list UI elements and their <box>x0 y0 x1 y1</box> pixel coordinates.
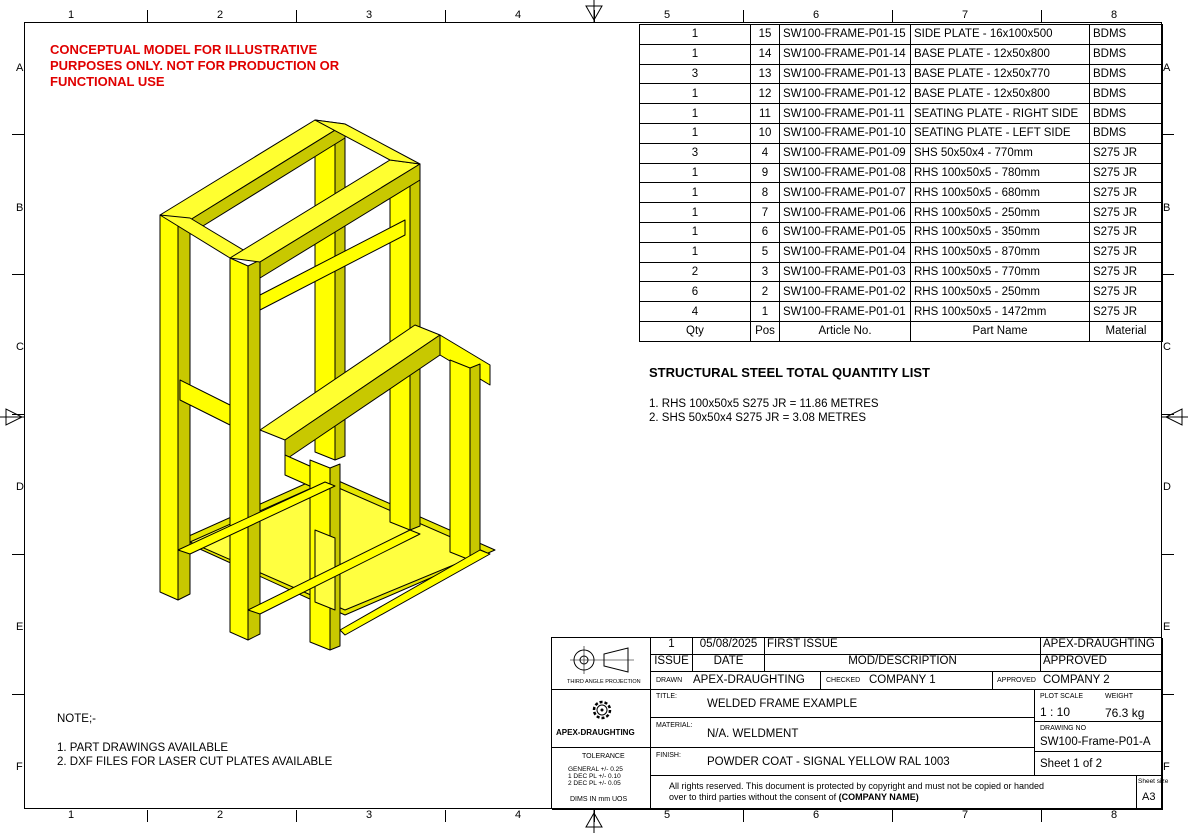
bom-cell-pos: 2 <box>751 282 780 302</box>
zone-col-label: 7 <box>962 809 969 821</box>
zone-col-label: 5 <box>664 9 671 21</box>
bom-cell-part: RHS 100x50x5 - 250mm <box>911 282 1090 302</box>
zone-row-label: E <box>16 621 24 633</box>
zone-tick <box>296 810 297 822</box>
quantity-item: 2. SHS 50x50x4 S275 JR = 3.08 METRES <box>649 412 867 424</box>
zone-tick <box>1162 134 1174 135</box>
title-label: TITLE: <box>656 693 678 700</box>
bom-row <box>640 262 1163 282</box>
bom-cell-pos: 6 <box>751 222 780 242</box>
note-item: 2. DXF FILES FOR LASER CUT PLATES AVAILABLE <box>57 756 333 768</box>
bom-cell-qty: 3 <box>640 143 751 163</box>
zone-row-label: F <box>16 761 23 773</box>
bom-cell-part: SEATING PLATE - RIGHT SIDE <box>911 104 1090 124</box>
finish-label: FINISH: <box>656 752 681 759</box>
bom-cell-qty: 1 <box>640 104 751 124</box>
issue-desc: FIRST ISSUE <box>765 638 1041 655</box>
zone-row-label: C <box>1163 341 1171 353</box>
zone-tick <box>1162 554 1174 555</box>
zone-col-label: 2 <box>217 9 224 21</box>
zone-tick <box>12 274 24 275</box>
zone-row-label: D <box>16 481 24 493</box>
bom-cell-material: S275 JR <box>1090 222 1163 242</box>
bom-cell-part: RHS 100x50x5 - 250mm <box>911 203 1090 223</box>
bom-cell-article: SW100-FRAME-P01-03 <box>780 262 911 282</box>
warning-text: CONCEPTUAL MODEL FOR ILLUSTRATIVE PURPOSES ONLY. NOT FOR PRODUCTION OR FUNCTIONAL USE <box>50 42 340 89</box>
sheet-size-label: Sheet size <box>1138 778 1169 785</box>
bom-row <box>640 143 1163 163</box>
scale-weight-cell <box>1035 690 1163 722</box>
gear-logo-icon <box>590 698 614 722</box>
bom-header-cell: Pos <box>751 321 780 341</box>
drawn-cell <box>651 672 821 690</box>
bom-cell-part: SHS 50x50x4 - 770mm <box>911 143 1090 163</box>
copyright-line-2: over to third parties without the consent of <box>669 792 837 802</box>
bom-cell-pos: 10 <box>751 123 780 143</box>
copyright-company: (COMPANY NAME) <box>838 792 919 802</box>
zone-row-label: B <box>16 202 24 214</box>
issue-date: 05/08/2025 <box>693 638 765 655</box>
bom-cell-part: RHS 100x50x5 - 770mm <box>911 262 1090 282</box>
bom-row <box>640 203 1163 223</box>
bom-cell-pos: 11 <box>751 104 780 124</box>
bom-row <box>640 64 1163 84</box>
zone-col-label: 4 <box>515 809 522 821</box>
bom-cell-qty: 1 <box>640 242 751 262</box>
zone-col-label: 8 <box>1111 9 1118 21</box>
bom-cell-qty: 1 <box>640 222 751 242</box>
bom-cell-part: RHS 100x50x5 - 350mm <box>911 222 1090 242</box>
material-cell <box>651 718 1035 748</box>
bom-row <box>640 123 1163 143</box>
bom-cell-article: SW100-FRAME-P01-15 <box>780 25 911 45</box>
bom-cell-article: SW100-FRAME-P01-11 <box>780 104 911 124</box>
bom-cell-part: RHS 100x50x5 - 780mm <box>911 163 1090 183</box>
zone-row-label: E <box>1163 621 1171 633</box>
bom-cell-material: S275 JR <box>1090 242 1163 262</box>
material-value: N/A. WELDMENT <box>707 728 799 740</box>
zone-tick <box>1162 274 1174 275</box>
bom-row <box>640 222 1163 242</box>
bom-cell-material: BDMS <box>1090 25 1163 45</box>
zone-tick <box>1041 10 1042 22</box>
left-center-arrow-icon <box>0 407 25 427</box>
bom-cell-material: S275 JR <box>1090 163 1163 183</box>
third-angle-projection-icon <box>570 646 634 674</box>
bom-cell-qty: 2 <box>640 262 751 282</box>
copyright-line-1: All rights reserved. This document is protected by copyright and must not be copied or handed <box>669 781 1045 791</box>
title-block <box>551 637 1169 809</box>
finish-cell <box>651 748 1035 776</box>
bom-row <box>640 242 1163 262</box>
zone-tick <box>12 694 24 695</box>
bom-header-cell: Material <box>1090 321 1163 341</box>
bom-cell-material: S275 JR <box>1090 282 1163 302</box>
bottom-center-arrow-icon <box>584 810 604 833</box>
checked-cell <box>821 672 993 690</box>
bom-cell-pos: 5 <box>751 242 780 262</box>
zone-col-label: 6 <box>813 809 820 821</box>
sheet-value: Sheet 1 of 2 <box>1040 758 1103 770</box>
bom-cell-article: SW100-FRAME-P01-07 <box>780 183 911 203</box>
bom-cell-qty: 1 <box>640 183 751 203</box>
sheet-size-value: A3 <box>1142 791 1156 803</box>
zone-tick <box>892 10 893 22</box>
zone-tick <box>743 810 744 822</box>
bom-cell-part: BASE PLATE - 12x50x800 <box>911 84 1090 104</box>
zone-tick <box>12 134 24 135</box>
bom-cell-pos: 7 <box>751 203 780 223</box>
bom-row <box>640 302 1163 322</box>
bom-cell-material: BDMS <box>1090 84 1163 104</box>
bom-cell-qty: 1 <box>640 84 751 104</box>
bom-cell-pos: 8 <box>751 183 780 203</box>
header-issue: ISSUE <box>651 655 693 672</box>
drawing-no-label: DRAWING NO <box>1040 725 1087 732</box>
tolerance-label: TOLERANCE <box>582 753 625 760</box>
notes-list <box>57 741 332 769</box>
isometric-frame-drawing <box>150 110 510 660</box>
bom-cell-article: SW100-FRAME-P01-13 <box>780 64 911 84</box>
copyright-cell <box>651 776 1137 810</box>
drawn-label: DRAWN <box>656 677 683 684</box>
issue-company: APEX-DRAUGHTING <box>1041 638 1163 655</box>
zone-row-label: D <box>1163 481 1171 493</box>
bom-header-cell: Part Name <box>911 321 1090 341</box>
drawing-no-value: SW100-Frame-P01-A <box>1040 736 1151 748</box>
zone-col-label: 2 <box>217 809 224 821</box>
zone-tick <box>147 10 148 22</box>
zone-col-label: 3 <box>366 9 373 21</box>
bom-cell-material: S275 JR <box>1090 262 1163 282</box>
zone-tick <box>892 810 893 822</box>
drawn-value: APEX-DRAUGHTING <box>693 674 805 686</box>
bom-cell-part: RHS 100x50x5 - 680mm <box>911 183 1090 203</box>
quantity-list <box>649 397 879 425</box>
approved-label: APPROVED <box>997 677 1036 684</box>
tolerance-1dp: 1 DEC PL +/- 0.10 <box>568 773 621 780</box>
header-mod: MOD/DESCRIPTION <box>765 655 1041 672</box>
bom-cell-qty: 1 <box>640 163 751 183</box>
bill-of-materials-table <box>639 24 1163 342</box>
bom-cell-article: SW100-FRAME-P01-06 <box>780 203 911 223</box>
zone-tick <box>445 10 446 22</box>
bom-cell-pos: 9 <box>751 163 780 183</box>
weight-value: 76.3 kg <box>1105 706 1145 720</box>
drawing-no-cell <box>1035 722 1163 752</box>
sheet-size-cell <box>1137 776 1169 810</box>
bom-row <box>640 25 1163 45</box>
right-center-arrow-icon <box>1162 407 1188 427</box>
approved-value: COMPANY 2 <box>1043 674 1110 686</box>
approved-cell <box>993 672 1163 690</box>
sheet-cell <box>1035 752 1163 776</box>
zone-tick <box>445 810 446 822</box>
bom-cell-pos: 15 <box>751 25 780 45</box>
bom-cell-article: SW100-FRAME-P01-05 <box>780 222 911 242</box>
bom-cell-qty: 4 <box>640 302 751 322</box>
tolerance-cell <box>552 748 651 810</box>
zone-tick <box>1041 810 1042 822</box>
zone-tick <box>12 554 24 555</box>
zone-row-label: A <box>16 62 24 74</box>
bom-cell-qty: 3 <box>640 64 751 84</box>
zone-col-label: 7 <box>962 9 969 21</box>
plot-scale-value: 1 : 10 <box>1040 705 1071 719</box>
bom-cell-pos: 13 <box>751 64 780 84</box>
bom-header-cell: Article No. <box>780 321 911 341</box>
bom-cell-material: S275 JR <box>1090 302 1163 322</box>
zone-tick <box>743 10 744 22</box>
zone-tick <box>1162 694 1174 695</box>
bom-cell-material: BDMS <box>1090 44 1163 64</box>
projection-label: THIRD ANGLE PROJECTION <box>567 679 641 685</box>
bom-cell-pos: 12 <box>751 84 780 104</box>
zone-row-label: A <box>1163 62 1171 74</box>
projection-cell <box>552 638 651 690</box>
bom-cell-part: RHS 100x50x5 - 1472mm <box>911 302 1090 322</box>
zone-col-label: 1 <box>68 9 75 21</box>
bom-cell-article: SW100-FRAME-P01-01 <box>780 302 911 322</box>
quantity-list-title: STRUCTURAL STEEL TOTAL QUANTITY LIST <box>649 365 930 380</box>
finish-value: POWDER COAT - SIGNAL YELLOW RAL 1003 <box>707 756 950 768</box>
logo-cell <box>552 690 651 748</box>
zone-row-label: C <box>16 341 24 353</box>
bom-cell-pos: 1 <box>751 302 780 322</box>
bom-row <box>640 44 1163 64</box>
bom-cell-article: SW100-FRAME-P01-04 <box>780 242 911 262</box>
issue-no: 1 <box>651 638 693 655</box>
zone-col-label: 5 <box>664 809 671 821</box>
bom-header-row <box>640 321 1163 341</box>
logo-text: APEX-DRAUGHTING <box>556 728 635 737</box>
zone-tick <box>296 10 297 22</box>
bom-cell-material: BDMS <box>1090 104 1163 124</box>
bom-cell-qty: 1 <box>640 203 751 223</box>
bom-row <box>640 183 1163 203</box>
bom-cell-pos: 3 <box>751 262 780 282</box>
tolerance-2dp: 2 DEC PL +/- 0.05 <box>568 780 621 787</box>
quantity-item: 1. RHS 100x50x5 S275 JR = 11.86 METRES <box>649 398 879 410</box>
checked-value: COMPANY 1 <box>869 674 936 686</box>
bom-cell-qty: 1 <box>640 44 751 64</box>
zone-col-label: 1 <box>68 809 75 821</box>
bom-cell-part: SIDE PLATE - 16x100x500 <box>911 25 1090 45</box>
bom-cell-part: BASE PLATE - 12x50x800 <box>911 44 1090 64</box>
bom-cell-material: BDMS <box>1090 123 1163 143</box>
bom-cell-material: BDMS <box>1090 64 1163 84</box>
checked-label: CHECKED <box>826 677 861 684</box>
bom-cell-pos: 4 <box>751 143 780 163</box>
bom-cell-material: S275 JR <box>1090 183 1163 203</box>
bom-cell-qty: 1 <box>640 123 751 143</box>
header-date: DATE <box>693 655 765 672</box>
plot-scale-label: PLOT SCALE <box>1040 693 1084 700</box>
bom-row <box>640 84 1163 104</box>
bom-row <box>640 104 1163 124</box>
top-center-arrow-icon <box>584 0 604 22</box>
zone-col-label: 6 <box>813 9 820 21</box>
title-value: WELDED FRAME EXAMPLE <box>707 698 858 710</box>
tolerance-general: GENERAL +/- 0.25 <box>568 766 623 773</box>
zone-col-label: 3 <box>366 809 373 821</box>
bom-row <box>640 282 1163 302</box>
bom-cell-qty: 1 <box>640 25 751 45</box>
notes-title: NOTE;- <box>57 713 96 725</box>
bom-cell-article: SW100-FRAME-P01-08 <box>780 163 911 183</box>
bom-row <box>640 163 1163 183</box>
bom-cell-article: SW100-FRAME-P01-02 <box>780 282 911 302</box>
note-item: 1. PART DRAWINGS AVAILABLE <box>57 742 229 754</box>
zone-row-label: B <box>1163 202 1171 214</box>
bom-cell-material: S275 JR <box>1090 203 1163 223</box>
header-approved: APPROVED <box>1041 655 1163 672</box>
zone-col-label: 8 <box>1111 809 1118 821</box>
zone-col-label: 4 <box>515 9 522 21</box>
bom-cell-pos: 14 <box>751 44 780 64</box>
bom-header-cell: Qty <box>640 321 751 341</box>
dims-note: DIMS IN mm UOS <box>570 796 628 803</box>
bom-cell-article: SW100-FRAME-P01-12 <box>780 84 911 104</box>
bom-cell-part: BASE PLATE - 12x50x770 <box>911 64 1090 84</box>
weight-label: WEIGHT <box>1105 693 1133 700</box>
bom-cell-article: SW100-FRAME-P01-09 <box>780 143 911 163</box>
bom-cell-qty: 6 <box>640 282 751 302</box>
material-label: MATERIAL: <box>656 722 693 729</box>
bom-cell-article: SW100-FRAME-P01-10 <box>780 123 911 143</box>
bom-cell-part: SEATING PLATE - LEFT SIDE <box>911 123 1090 143</box>
bom-cell-article: SW100-FRAME-P01-14 <box>780 44 911 64</box>
bom-cell-material: S275 JR <box>1090 143 1163 163</box>
zone-row-label: F <box>1163 761 1170 773</box>
zone-tick <box>147 810 148 822</box>
title-cell <box>651 690 1035 718</box>
bom-cell-part: RHS 100x50x5 - 870mm <box>911 242 1090 262</box>
